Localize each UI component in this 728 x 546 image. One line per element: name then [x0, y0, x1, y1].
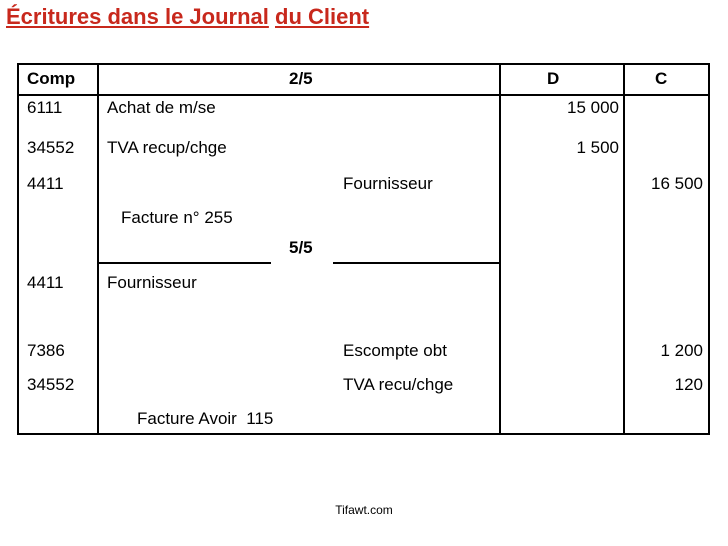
entry2-row2-label: Escompte obt: [343, 341, 447, 360]
entry2-row3-label: TVA recu/chge: [343, 375, 454, 394]
entry-separator-right: [333, 262, 499, 264]
entry2-row2-credit: 1 200: [660, 341, 703, 360]
entry1-row2-label: TVA recup/chge: [107, 138, 227, 157]
column-divider-credit: [623, 65, 625, 433]
header-credit: C: [655, 69, 668, 88]
page-title: [6, 4, 369, 30]
journal-table: [17, 63, 710, 435]
entry1-row2-debit: 1 500: [576, 138, 619, 157]
entry2-row1-label: Fournisseur: [107, 273, 197, 292]
entry2-number: 5/5: [289, 238, 313, 257]
entry2-reference: Facture Avoir 115: [137, 409, 274, 428]
entry2-row2-account: 7386: [27, 341, 65, 360]
entry1-reference: Facture n° 255: [121, 208, 233, 227]
header-comp: Comp: [27, 69, 76, 88]
entry1-row3-label: Fournisseur: [343, 174, 433, 193]
title-part-2: du Client: [275, 4, 370, 29]
column-divider-debit: [499, 65, 501, 433]
entry2-row1-account: 4411: [27, 273, 64, 292]
entry1-row2-account: 34552: [27, 138, 75, 157]
header-rule: [19, 94, 710, 96]
entry1-row1-label: Achat de m/se: [107, 98, 216, 117]
header-debit: D: [547, 69, 560, 88]
header-entry-number: 2/5: [289, 69, 313, 88]
entry1-row1-account: 6111: [27, 98, 63, 117]
entry2-row3-credit: 120: [674, 375, 703, 394]
column-divider-account: [97, 65, 99, 433]
entry1-row1-debit: 15 000: [567, 98, 619, 117]
entry1-row3-account: 4411: [27, 174, 64, 193]
entry-separator-left: [97, 262, 271, 264]
entry2-row3-account: 34552: [27, 375, 75, 394]
title-part-1: Écritures dans le Journal: [6, 4, 269, 29]
footer-source: Tifawt.com: [335, 503, 393, 517]
entry1-row3-credit: 16 500: [651, 174, 703, 193]
